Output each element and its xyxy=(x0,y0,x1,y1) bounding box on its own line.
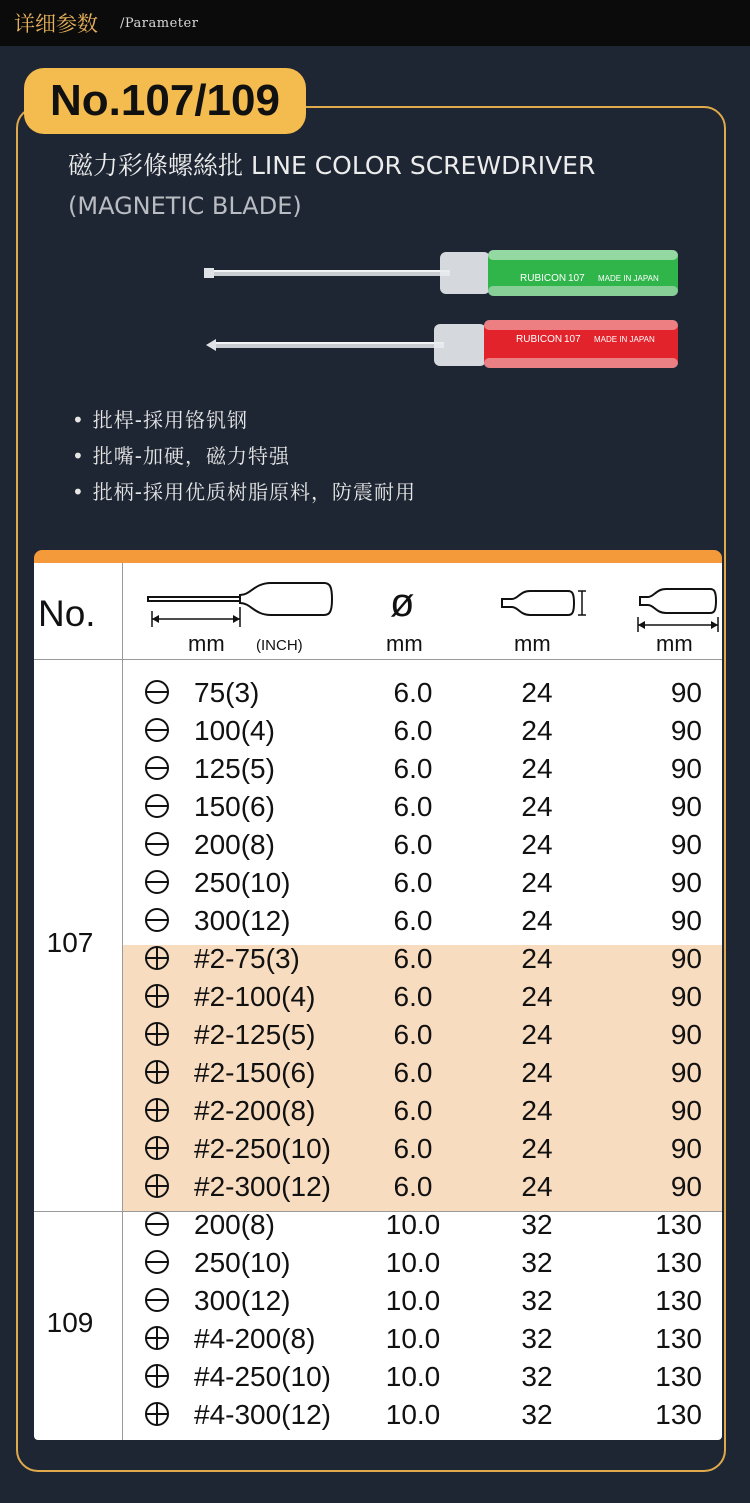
handle-brand-bottom: RUBICON xyxy=(516,334,563,345)
group-label-109: 109 xyxy=(46,1307,94,1338)
handle-diameter-icon xyxy=(498,587,588,621)
header-handle-len-unit: mm xyxy=(656,631,693,656)
handle-model-top: 107 xyxy=(568,273,585,284)
cell-handle-length: 90 xyxy=(670,943,702,974)
cell-diameter: 10.0 xyxy=(385,1285,441,1316)
cell-handle-diameter: 24 xyxy=(521,677,553,708)
cell-handle-length: 130 xyxy=(655,1399,702,1430)
phillips-tip-icon xyxy=(144,945,170,971)
phillips-tip-icon xyxy=(144,1021,170,1047)
cell-handle-length: 90 xyxy=(670,867,702,898)
cell-diameter: 10.0 xyxy=(385,1247,441,1278)
flat-tip-icon xyxy=(144,1211,170,1237)
cell-diameter: 6.0 xyxy=(393,905,433,936)
table-row xyxy=(34,901,722,939)
cell-size: #2-100(4) xyxy=(194,981,316,1012)
flat-tip-icon xyxy=(144,793,170,819)
cell-handle-diameter: 32 xyxy=(521,1399,553,1430)
cell-handle-diameter: 24 xyxy=(521,791,553,822)
cell-size: 200(8) xyxy=(194,829,275,860)
cell-size: #2-150(6) xyxy=(194,1057,316,1088)
cell-handle-length: 90 xyxy=(670,1133,702,1164)
cell-handle-length: 130 xyxy=(655,1209,702,1240)
cell-handle-length: 90 xyxy=(670,1019,702,1050)
table-row xyxy=(34,825,722,863)
cell-handle-length: 90 xyxy=(670,1171,702,1202)
header-length-unit-alt: (INCH) xyxy=(256,637,303,654)
table-row xyxy=(34,1129,722,1167)
header-diameter-unit: mm xyxy=(386,631,423,656)
cell-size: #2-200(8) xyxy=(194,1095,316,1126)
table-row xyxy=(34,787,722,825)
cell-handle-diameter: 24 xyxy=(521,829,553,860)
flat-tip-icon xyxy=(144,907,170,933)
cell-diameter: 6.0 xyxy=(393,753,433,784)
cell-handle-diameter: 24 xyxy=(521,753,553,784)
flat-tip-icon xyxy=(144,1287,170,1313)
product-name: 磁力彩條螺絲批 LINE COLOR SCREWDRIVER xyxy=(68,151,596,180)
cell-handle-diameter: 24 xyxy=(521,867,553,898)
cell-handle-diameter: 32 xyxy=(521,1209,553,1240)
cell-handle-diameter: 24 xyxy=(521,1133,553,1164)
cell-diameter: 6.0 xyxy=(393,943,433,974)
cell-size: #2-125(5) xyxy=(194,1019,316,1050)
cell-diameter: 6.0 xyxy=(393,715,433,746)
table-row xyxy=(34,863,722,901)
cell-handle-diameter: 32 xyxy=(521,1247,553,1278)
cell-diameter: 6.0 xyxy=(393,1133,433,1164)
header-handle-dia-unit: mm xyxy=(514,631,551,656)
cell-size: #2-250(10) xyxy=(194,1133,331,1164)
header-length-unit: mm xyxy=(188,631,225,656)
cell-handle-diameter: 24 xyxy=(521,1171,553,1202)
cell-size: #4-250(10) xyxy=(194,1361,331,1392)
cell-handle-diameter: 24 xyxy=(521,905,553,936)
cell-handle-length: 90 xyxy=(670,715,702,746)
cell-diameter: 6.0 xyxy=(393,867,433,898)
cell-handle-diameter: 32 xyxy=(521,1361,553,1392)
cell-handle-diameter: 24 xyxy=(521,715,553,746)
flat-tip-icon xyxy=(144,1249,170,1275)
table-row xyxy=(34,1205,722,1243)
phillips-tip-icon xyxy=(144,1173,170,1199)
cell-handle-length: 130 xyxy=(655,1285,702,1316)
cell-diameter: 6.0 xyxy=(393,829,433,860)
table-row xyxy=(34,1243,722,1281)
phillips-tip-icon xyxy=(144,1363,170,1389)
handle-origin-top: MADE IN JAPAN xyxy=(598,274,659,283)
table-row xyxy=(34,1053,722,1091)
cell-handle-length: 90 xyxy=(670,1057,702,1088)
section-subtitle: /Parameter xyxy=(120,16,199,31)
phillips-tip-icon xyxy=(144,1135,170,1161)
cell-size: 300(12) xyxy=(194,905,291,936)
cell-diameter: 6.0 xyxy=(393,677,433,708)
handle-length-icon xyxy=(634,585,722,633)
product-name-sub: (MAGNETIC BLADE) xyxy=(68,192,302,220)
spec-table xyxy=(34,550,722,1440)
top-bar xyxy=(0,0,750,46)
cell-diameter: 6.0 xyxy=(393,1019,433,1050)
cell-size: #4-300(12) xyxy=(194,1399,331,1430)
handle-model-bottom: 107 xyxy=(564,334,581,345)
phillips-tip-icon xyxy=(144,1097,170,1123)
cell-diameter: 10.0 xyxy=(385,1361,441,1392)
flat-tip-icon xyxy=(144,755,170,781)
row-divider xyxy=(34,659,722,660)
phillips-tip-icon xyxy=(144,1325,170,1351)
feature-item: • 批嘴-加硬，磁力特强 xyxy=(72,438,416,474)
flat-tip-icon xyxy=(144,679,170,705)
cell-size: 75(3) xyxy=(194,677,260,708)
cell-diameter: 10.0 xyxy=(385,1323,441,1354)
phillips-tip-icon xyxy=(144,1401,170,1427)
cell-handle-diameter: 32 xyxy=(521,1323,553,1354)
diameter-symbol: ø xyxy=(390,581,415,625)
table-row xyxy=(34,939,722,977)
table-row xyxy=(34,749,722,787)
cell-handle-length: 90 xyxy=(670,905,702,936)
cell-handle-length: 130 xyxy=(655,1247,702,1278)
phillips-tip-icon xyxy=(144,1059,170,1085)
cell-handle-length: 90 xyxy=(670,753,702,784)
cell-handle-length: 90 xyxy=(670,1095,702,1126)
cell-size: #2-300(12) xyxy=(194,1171,331,1202)
cell-handle-length: 130 xyxy=(655,1361,702,1392)
cell-size: #4-200(8) xyxy=(194,1323,316,1354)
cell-handle-diameter: 24 xyxy=(521,1019,553,1050)
table-row xyxy=(34,711,722,749)
cell-diameter: 10.0 xyxy=(385,1399,441,1430)
table-row xyxy=(34,1167,722,1205)
feature-item: • 批桿-採用铬钒钢 xyxy=(72,402,416,438)
handle-brand-top: RUBICON xyxy=(520,273,567,284)
flat-tip-icon xyxy=(144,831,170,857)
cell-size: 200(8) xyxy=(194,1209,275,1240)
cell-size: 125(5) xyxy=(194,753,275,784)
flat-tip-icon xyxy=(144,869,170,895)
cell-size: 250(10) xyxy=(194,867,291,898)
table-row xyxy=(34,1015,722,1053)
feature-item: • 批柄-採用优质树脂原料，防震耐用 xyxy=(72,474,416,510)
table-row xyxy=(34,1395,722,1433)
cell-handle-length: 90 xyxy=(670,791,702,822)
cell-size: 100(4) xyxy=(194,715,275,746)
cell-diameter: 6.0 xyxy=(393,1057,433,1088)
cell-handle-length: 90 xyxy=(670,677,702,708)
cell-size: 300(12) xyxy=(194,1285,291,1316)
cell-handle-length: 90 xyxy=(670,829,702,860)
flat-tip-icon xyxy=(144,717,170,743)
table-row xyxy=(34,1281,722,1319)
group-label-107: 107 xyxy=(46,927,94,958)
table-row xyxy=(34,1319,722,1357)
header-no: No. xyxy=(38,593,96,634)
table-row xyxy=(34,1091,722,1129)
cell-handle-length: 130 xyxy=(655,1323,702,1354)
table-row xyxy=(34,1357,722,1395)
screwdriver-image xyxy=(204,240,694,370)
cell-handle-length: 90 xyxy=(670,981,702,1012)
feature-list xyxy=(72,402,416,510)
cell-size: 250(10) xyxy=(194,1247,291,1278)
cell-size: 150(6) xyxy=(194,791,275,822)
cell-diameter: 10.0 xyxy=(385,1209,441,1240)
cell-diameter: 6.0 xyxy=(393,791,433,822)
cell-handle-diameter: 24 xyxy=(521,943,553,974)
cell-size: #2-75(3) xyxy=(194,943,300,974)
phillips-tip-icon xyxy=(144,983,170,1009)
cell-handle-diameter: 24 xyxy=(521,981,553,1012)
cell-diameter: 6.0 xyxy=(393,981,433,1012)
length-diagram-icon xyxy=(146,577,336,629)
cell-diameter: 6.0 xyxy=(393,1095,433,1126)
table-row xyxy=(34,977,722,1015)
handle-origin-bottom: MADE IN JAPAN xyxy=(594,335,655,344)
model-badge: No.107/109 xyxy=(24,68,306,134)
cell-handle-diameter: 24 xyxy=(521,1057,553,1088)
cell-handle-diameter: 32 xyxy=(521,1285,553,1316)
cell-handle-diameter: 24 xyxy=(521,1095,553,1126)
section-title: 详细参数 xyxy=(14,12,98,36)
cell-diameter: 6.0 xyxy=(393,1171,433,1202)
table-row xyxy=(34,673,722,711)
